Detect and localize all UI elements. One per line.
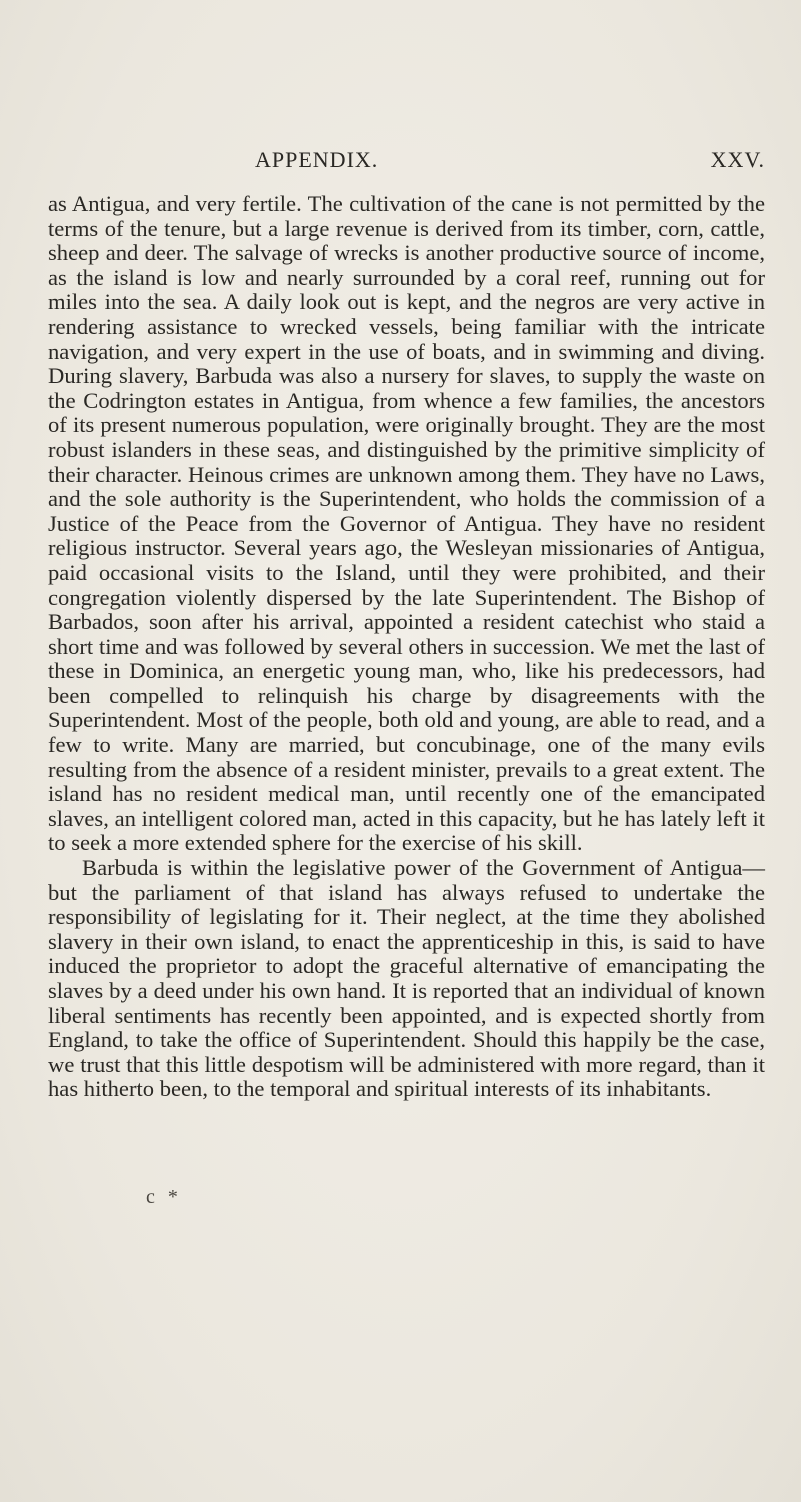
paragraph-1: as Antigua, and very fertile. The cultivation of the cane is not permitted by the terms of the tenure, but a large revenue is derived from its timber, corn, cattle, sheep and deer. The salvage of wrecks is another productive source of income, as the island is low and nearly surrounded by a coral reef, running out for miles into the sea. A daily look out is kept, and the negros are very active in rendering assistance to wrecked vessels, being familiar with the intricate navigation, and very expert in the use of boats, and in swimming and diving. During slavery, Barbuda was also a nursery for slaves, to supply the waste on the Codrington estates in Antigua, from whence a few families, the ancestors of its present numerous population, were originally brought. They are the most robust islanders in these seas, and distinguished by the primitive simplicity of their character. Heinous crimes are unknown among them. They have no Laws, and the sole authority is the Superintendent, who holds the commission of a Justice of the Peace from the Governor of Antigua. They have no resident religious instructor. Several years ago, the Wesleyan missionaries of Antigua, paid occasional visits to the Island, until they were prohibited, and their congregation violently dispersed by the late Superintendent. The Bishop of Barbados, soon after his arrival, appointed a resident catechist who staid a short time and was followed by several others in succession. We met the last of these in Dominica, an energetic young man, who, like his predecessors, had been compelled to relinquish his charge by disagreements with the Superintendent. Most of the people, both old and young, are able to read, and a few to write. Many are married, but concubinage, one of the many evils resulting from the absence of a resident minister, prevails to a great extent. The island has no resident medical man, until recently one of the emancipated slaves, an intelligent colored man, acted in this capacity, but he has lately left it to seek a more extended sphere for the exercise of his skill. [48, 191, 765, 856]
paragraph-2: Barbuda is within the legislative power of the Government of Antigua—but the parliament of that island has always refused to undertake the responsibility of legislating for it. Their neglect, at the time they abolished slavery in their own island, to enact the apprenticeship in this, is said to have induced the proprietor to adopt the graceful alternative of emancipating the slaves by a deed under his own hand. It is reported that an individual of known liberal sentiments has recently been appointed, and is expected shortly from England, to take the office of Superintendent. Should this happily be the case, we trust that this little despotism will be administered with more regard, than it has hitherto been, to the temporal and spiritual interests of its inhabitants. [48, 855, 765, 1102]
page-number: XXV. [710, 147, 765, 172]
signature-mark: c * [146, 1186, 182, 1208]
body-text [48, 192, 765, 1102]
running-head [255, 147, 765, 177]
running-head-title: APPENDIX. [255, 147, 379, 172]
